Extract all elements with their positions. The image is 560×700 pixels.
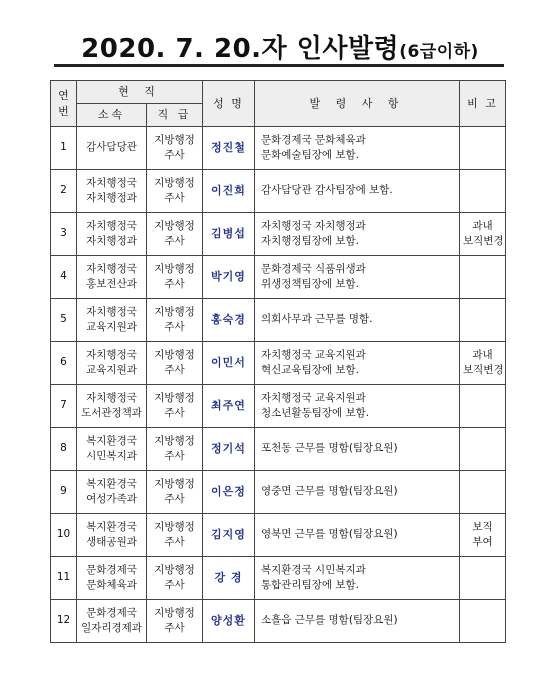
cell-dept-line: 자치행정국 xyxy=(86,391,137,404)
table-row xyxy=(51,127,506,170)
cell-grade xyxy=(147,342,203,385)
cell-name: 정기석 xyxy=(203,428,255,471)
col-header-name: 성 명 xyxy=(203,81,255,127)
cell-no: 10 xyxy=(51,514,77,557)
cell-order xyxy=(255,342,460,385)
cell-note xyxy=(460,256,506,299)
cell-note xyxy=(460,385,506,428)
cell-order-line: 위생정책팀장에 보함. xyxy=(261,278,359,290)
cell-grade-line: 주사 xyxy=(164,450,185,462)
cell-grade-line: 주사 xyxy=(164,579,185,591)
cell-order xyxy=(255,385,460,428)
cell-dept-line: 교육지원과 xyxy=(86,364,137,376)
title-underline xyxy=(54,64,504,67)
cell-order-line: 복지환경국 시민복지과 xyxy=(261,563,366,576)
col-header-order: 발 령 사 항 xyxy=(255,81,460,127)
cell-order-line: 문화경제국 식품위생과 xyxy=(261,262,366,275)
cell-grade-line: 주사 xyxy=(164,149,185,161)
cell-no: 7 xyxy=(51,385,77,428)
cell-dept-line: 자치행정국 xyxy=(86,219,137,232)
cell-grade-line: 지방행정 xyxy=(154,606,195,619)
cell-grade xyxy=(147,127,203,170)
cell-dept-line: 교육지원과 xyxy=(86,321,137,333)
cell-name: 양성환 xyxy=(203,600,255,643)
cell-no: 11 xyxy=(51,557,77,600)
cell-dept-line: 자치행정과 xyxy=(86,192,137,204)
cell-no: 6 xyxy=(51,342,77,385)
cell-order xyxy=(255,557,460,600)
cell-grade-line: 지방행정 xyxy=(154,563,195,576)
cell-grade-line: 주사 xyxy=(164,278,185,290)
cell-dept xyxy=(77,428,147,471)
cell-dept xyxy=(77,127,147,170)
personnel-order-table xyxy=(50,80,506,643)
cell-dept-line: 문화경제국 xyxy=(86,563,137,576)
cell-note-line: 부여 xyxy=(472,536,493,548)
title-sub: (6급이하) xyxy=(399,42,479,62)
cell-note xyxy=(460,557,506,600)
cell-grade-line: 지방행정 xyxy=(154,262,195,275)
cell-order-line: 청소년활동팀장에 보함. xyxy=(261,407,370,419)
cell-grade xyxy=(147,170,203,213)
cell-order-line: 영중면 근무를 명함(팀장요원) xyxy=(261,485,398,498)
cell-name: 강 경 xyxy=(203,557,255,600)
cell-order-line: 감사담당관 감사팀장에 보함. xyxy=(261,184,393,197)
cell-grade xyxy=(147,385,203,428)
col-header-no xyxy=(51,81,77,127)
cell-grade xyxy=(147,514,203,557)
cell-no: 5 xyxy=(51,299,77,342)
cell-note xyxy=(460,471,506,514)
cell-note xyxy=(460,342,506,385)
cell-grade-line: 주사 xyxy=(164,364,185,376)
cell-grade-line: 지방행정 xyxy=(154,219,195,232)
title-main: 2020. 7. 20.자 인사발령 xyxy=(81,34,400,64)
cell-name: 이은정 xyxy=(203,471,255,514)
col-header-no-line1: 연 xyxy=(58,88,69,102)
cell-grade-line: 지방행정 xyxy=(154,477,195,490)
cell-note xyxy=(460,213,506,256)
page-title xyxy=(0,28,560,65)
cell-dept-line: 문화경제국 xyxy=(86,606,137,619)
cell-order-line: 자치행정팀장에 보함. xyxy=(261,235,359,247)
cell-dept-line: 감사담당관 xyxy=(86,141,137,154)
cell-name: 김병섭 xyxy=(203,213,255,256)
cell-order-line: 자치행정국 교육지원과 xyxy=(261,391,366,404)
cell-dept-line: 홍보전산과 xyxy=(86,278,137,290)
cell-dept-line: 자치행정국 xyxy=(86,176,137,189)
cell-order xyxy=(255,299,460,342)
cell-order xyxy=(255,600,460,643)
cell-note-line: 보직 xyxy=(472,520,493,533)
cell-order-line: 포천동 근무를 명함(팀장요원) xyxy=(261,442,398,455)
cell-dept xyxy=(77,557,147,600)
cell-order-line: 문화예술팀장에 보함. xyxy=(261,149,359,161)
cell-grade-line: 지방행정 xyxy=(154,391,195,404)
cell-no: 2 xyxy=(51,170,77,213)
cell-order xyxy=(255,170,460,213)
cell-grade-line: 주사 xyxy=(164,536,185,548)
cell-name: 이민서 xyxy=(203,342,255,385)
cell-dept-line: 자치행정국 xyxy=(86,305,137,318)
table-row xyxy=(51,600,506,643)
table-row xyxy=(51,471,506,514)
cell-grade xyxy=(147,557,203,600)
cell-dept-line: 자치행정과 xyxy=(86,235,137,247)
cell-name: 최주연 xyxy=(203,385,255,428)
table-row xyxy=(51,428,506,471)
cell-note-line: 과내 xyxy=(472,219,493,232)
cell-dept xyxy=(77,514,147,557)
table-row xyxy=(51,342,506,385)
col-header-grade: 직 급 xyxy=(147,104,203,127)
cell-note xyxy=(460,428,506,471)
cell-order xyxy=(255,514,460,557)
cell-dept-line: 여성가족과 xyxy=(86,493,137,505)
cell-note xyxy=(460,514,506,557)
cell-grade-line: 지방행정 xyxy=(154,434,195,447)
cell-name: 박기영 xyxy=(203,256,255,299)
cell-grade xyxy=(147,256,203,299)
cell-grade xyxy=(147,471,203,514)
cell-order-line: 의회사무과 근무를 명함. xyxy=(261,313,373,326)
col-header-current: 현 직 xyxy=(77,81,203,104)
cell-dept-line: 복지환경국 xyxy=(86,477,137,490)
cell-name: 홍숙경 xyxy=(203,299,255,342)
cell-grade-line: 주사 xyxy=(164,622,185,634)
table-row xyxy=(51,299,506,342)
cell-no: 4 xyxy=(51,256,77,299)
cell-grade xyxy=(147,213,203,256)
cell-no: 1 xyxy=(51,127,77,170)
cell-order-line: 혁신교육팀장에 보함. xyxy=(261,364,359,376)
cell-grade-line: 지방행정 xyxy=(154,176,195,189)
table-row xyxy=(51,170,506,213)
cell-grade-line: 지방행정 xyxy=(154,520,195,533)
cell-grade xyxy=(147,600,203,643)
cell-note xyxy=(460,600,506,643)
col-header-note: 비 고 xyxy=(460,81,506,127)
cell-dept xyxy=(77,471,147,514)
cell-dept-line: 도서관정책과 xyxy=(81,407,142,419)
cell-order xyxy=(255,256,460,299)
cell-name: 정진철 xyxy=(203,127,255,170)
cell-order-line: 통합관리팀장에 보함. xyxy=(261,579,359,591)
table-row xyxy=(51,213,506,256)
cell-note-line: 보직변경 xyxy=(463,364,504,376)
cell-note xyxy=(460,170,506,213)
cell-grade-line: 지방행정 xyxy=(154,305,195,318)
table-row xyxy=(51,385,506,428)
cell-grade-line: 주사 xyxy=(164,321,185,333)
cell-grade-line: 주사 xyxy=(164,235,185,247)
cell-dept-line: 문화체육과 xyxy=(86,579,137,591)
cell-no: 9 xyxy=(51,471,77,514)
cell-grade-line: 주사 xyxy=(164,192,185,204)
cell-no: 8 xyxy=(51,428,77,471)
cell-no: 12 xyxy=(51,600,77,643)
cell-dept xyxy=(77,213,147,256)
table-body xyxy=(51,127,506,643)
table-row xyxy=(51,557,506,600)
cell-dept-line: 자치행정국 xyxy=(86,262,137,275)
cell-dept-line: 복지환경국 xyxy=(86,434,137,447)
cell-dept-line: 복지환경국 xyxy=(86,520,137,533)
cell-grade-line: 지방행정 xyxy=(154,348,195,361)
cell-order xyxy=(255,127,460,170)
col-header-dept: 소속 xyxy=(77,104,147,127)
cell-dept-line: 일자리경제과 xyxy=(81,622,142,634)
cell-order xyxy=(255,213,460,256)
cell-order-line: 영북면 근무를 명함(팀장요원) xyxy=(261,528,398,541)
cell-dept xyxy=(77,342,147,385)
cell-note-line: 보직변경 xyxy=(463,235,504,247)
cell-name: 이진희 xyxy=(203,170,255,213)
cell-note xyxy=(460,299,506,342)
cell-grade-line: 주사 xyxy=(164,407,185,419)
cell-dept xyxy=(77,299,147,342)
cell-dept xyxy=(77,600,147,643)
cell-grade xyxy=(147,428,203,471)
cell-order-line: 자치행정국 자치행정과 xyxy=(261,219,366,232)
cell-order xyxy=(255,428,460,471)
cell-dept xyxy=(77,385,147,428)
table-row xyxy=(51,256,506,299)
cell-grade xyxy=(147,299,203,342)
cell-order-line: 문화경제국 문화체육과 xyxy=(261,133,366,146)
cell-dept-line: 자치행정국 xyxy=(86,348,137,361)
cell-order-line: 자치행정국 교육지원과 xyxy=(261,348,366,361)
cell-note xyxy=(460,127,506,170)
cell-grade-line: 지방행정 xyxy=(154,133,195,146)
cell-dept xyxy=(77,170,147,213)
cell-order xyxy=(255,471,460,514)
col-header-no-line2: 번 xyxy=(58,104,69,118)
cell-dept xyxy=(77,256,147,299)
cell-order-line: 소흘읍 근무를 명함(팀장요원) xyxy=(261,614,398,627)
cell-no: 3 xyxy=(51,213,77,256)
cell-grade-line: 주사 xyxy=(164,493,185,505)
cell-note-line: 과내 xyxy=(472,348,493,361)
cell-name: 김지영 xyxy=(203,514,255,557)
table-row xyxy=(51,514,506,557)
cell-dept-line: 시민복지과 xyxy=(86,450,137,462)
cell-dept-line: 생태공원과 xyxy=(86,536,137,548)
